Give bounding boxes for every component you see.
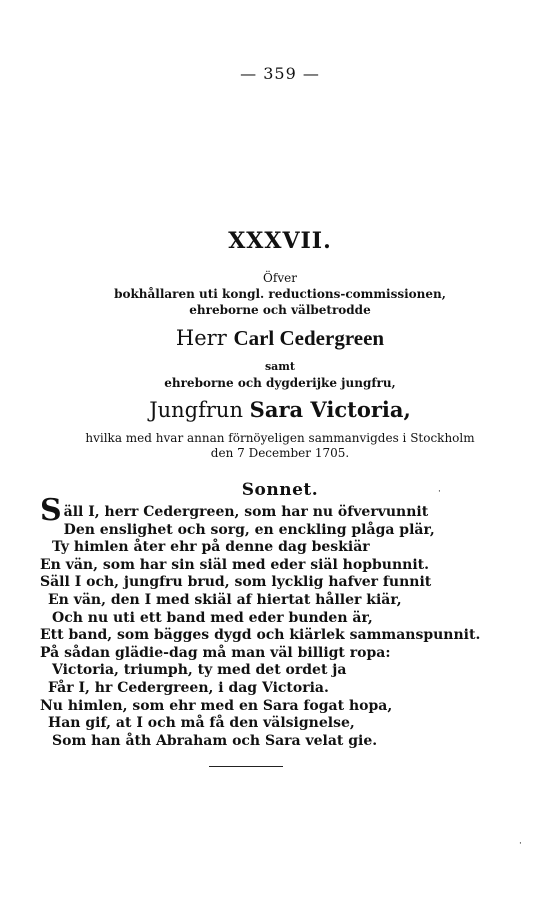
bride-name-bold: Sara Victoria,: [249, 397, 411, 422]
poem-line: Den enslighet och sorg, en enckling plåga plär,: [63, 521, 435, 538]
bride-name: [0, 397, 560, 422]
groom-name: [0, 326, 560, 351]
end-rule: [209, 766, 283, 767]
poem-line: Säll I och, jungfru brud, som lycklig hafver funnit: [40, 574, 432, 591]
poem-line: Säll I, herr Cedergreen, som har nu öfvervunnit: [40, 493, 429, 528]
bride-prefix: Jungfrun: [149, 398, 243, 422]
heading-title-line-3: ehreborne och dygderijke jungfru,: [164, 376, 396, 390]
heading-title-line-2: ehreborne och välbetrodde: [189, 303, 371, 317]
drop-cap: S: [40, 493, 62, 528]
heading-title-line-1: bokhållaren uti kongl. reductions-commissionen,: [114, 287, 446, 301]
poem-line: Han gif, at I och må få den välsignelse,: [48, 715, 355, 732]
poem-line: Som han åth Abraham och Sara velat gie.: [52, 732, 378, 749]
dedication-line-2: den 7 December 1705.: [210, 446, 350, 460]
page-number: — 359 —: [240, 64, 320, 83]
section-numeral: XXXVII.: [228, 228, 332, 254]
poem-line: Nu himlen, som ehr med en Sara fogat hopa,: [40, 697, 393, 714]
dedication-line-1: hvilka med hvar annan förnöyeligen sammanvigdes i Stockholm: [85, 431, 475, 445]
poem-line: Victoria, triumph, ty med det ordet ja: [52, 662, 347, 679]
poem-line: En vän, den I med skiäl af hiertat håller kiär,: [48, 591, 402, 608]
groom-prefix: Herr: [175, 326, 227, 350]
margin-dot: ·: [438, 487, 441, 497]
poem-line: Ty himlen åter ehr på denne dag beskiär: [52, 539, 370, 556]
poem-line: På sådan glädie-dag må man väl billigt ropa:: [40, 644, 391, 661]
heading-ofver: Öfver: [263, 271, 297, 285]
poem-line: En vän, som har sin siäl med eder siäl hopbunnit.: [40, 556, 429, 573]
sonnet-title: Sonnet.: [241, 480, 319, 500]
poem-line: Ett band, som bägges dygd och kiärlek sammanspunnit.: [40, 627, 481, 644]
poem-line: Får I, hr Cedergreen, i dag Victoria.: [48, 679, 329, 696]
sonnet-poem: [40, 493, 490, 750]
poem-line: Och nu uti ett band med eder bunden är,: [52, 609, 373, 626]
dedication: [60, 431, 500, 461]
groom-name-bold: Carl Cedergreen: [233, 326, 385, 350]
margin-dot: ·: [519, 839, 522, 849]
heading-samt: samt: [264, 360, 296, 373]
